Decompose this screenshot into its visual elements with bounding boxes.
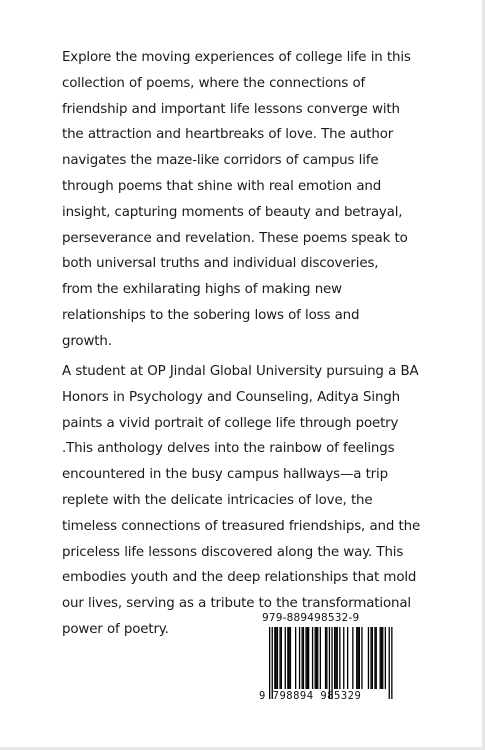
bio-line: paints a vivid portrait of college life through poetry [62, 415, 399, 431]
barcode-bar [343, 627, 344, 689]
barcode-bar [274, 627, 275, 689]
bio-line: priceless life lessons discovered along the way. This [62, 544, 404, 560]
barcode-bar [357, 627, 358, 689]
barcode-bar [334, 627, 335, 689]
blurb-paragraph-1 [62, 45, 432, 355]
barcode-guard-bar [389, 627, 390, 699]
blurb-line: through poems that shine with real emotion and [62, 178, 382, 194]
blurb-line: Explore the moving experiences of college life in this [62, 50, 411, 65]
barcode-bar [380, 627, 381, 689]
barcode-bar [305, 627, 306, 689]
bio-line: embodies youth and the deep relationships that mold [62, 570, 417, 586]
barcode-bar [299, 627, 300, 689]
barcode-bar [279, 627, 280, 689]
bio-line: encountered in the busy campus hallways—a trip [62, 467, 388, 483]
barcode-bar [370, 627, 371, 689]
barcode-bar [289, 627, 290, 689]
bio-line: power of poetry. [62, 621, 169, 637]
barcode-bar [326, 627, 327, 689]
barcode-bar [320, 627, 321, 689]
barcode-bar [290, 627, 291, 689]
bio-line: replete with the delicate intricacies of love, the [62, 492, 373, 508]
barcode-bar [312, 627, 313, 689]
bio-line: our lives, serving as a tribute to the transformational [62, 596, 411, 612]
blurb-line: growth. [62, 333, 112, 349]
barcode-bar [352, 627, 353, 689]
barcode-bar [285, 627, 286, 689]
barcode-bar [276, 627, 277, 689]
blurb-line: the attraction and heartbreaks of love. The author [62, 127, 394, 143]
blurb-line: insight, capturing moments of beauty and betrayal, [62, 204, 403, 220]
barcode-bar [356, 627, 357, 689]
barcode-digits: 9 798894 985329 [259, 690, 362, 702]
blurb-line: both universal truths and individual discoveries, [62, 256, 379, 272]
barcode-bar [361, 627, 362, 689]
blurb-line: perseverance and revelation. These poems speak to [62, 230, 408, 246]
barcode-bar [325, 627, 326, 689]
barcode-guard-bar [269, 627, 270, 699]
blurb-line: collection of poems, where the connections of [62, 75, 366, 91]
barcode-bar [382, 627, 383, 689]
barcode-bar [337, 627, 338, 689]
barcode-bar [277, 627, 278, 689]
blurb-line: navigates the maze-like corridors of campus life [62, 153, 379, 169]
barcode-bar [372, 627, 373, 689]
barcode-guard-bar [329, 627, 330, 699]
barcode-bar [381, 627, 382, 689]
barcode-bar [359, 627, 360, 689]
barcode-bar [347, 627, 348, 689]
barcode-bar [316, 627, 317, 689]
barcode-guard-bar [391, 627, 392, 699]
barcode-guard-bar [331, 627, 332, 699]
barcode-bar [315, 627, 316, 689]
barcode-bar [281, 627, 282, 689]
blurb-line: relationships to the sobering lows of loss and [62, 307, 360, 323]
bio-line: Honors in Psychology and Counseling, Aditya Singh [62, 389, 400, 405]
barcode-bar [368, 627, 369, 689]
blurb-line: from the exhilarating highs of making new [62, 282, 342, 298]
barcode-bar [374, 627, 375, 689]
bio-line: timeless connections of treasured friendships, and the [62, 518, 421, 534]
barcode-guard-bar [272, 627, 273, 699]
barcode-bar [287, 627, 288, 689]
barcode-bar [335, 627, 336, 689]
author-bio-paragraph [62, 359, 432, 643]
blurb-line: friendship and important life lessons converge with [62, 101, 400, 117]
barcode-bar [339, 627, 340, 689]
barcode-bar [385, 627, 386, 689]
bio-line: A student at OP Jindal Global University pursuing a BA [62, 364, 419, 379]
bio-line: .This anthology delves into the rainbow of feelings [62, 441, 395, 457]
barcode-bar [308, 627, 309, 689]
barcode-bar [376, 627, 377, 689]
barcode-bar [307, 627, 308, 689]
isbn-label: 979-889498532-9 [262, 612, 360, 624]
barcode-bar [317, 627, 318, 689]
barcode-bar [303, 627, 304, 689]
barcode-bar [302, 627, 303, 689]
barcode-bar [295, 627, 296, 689]
